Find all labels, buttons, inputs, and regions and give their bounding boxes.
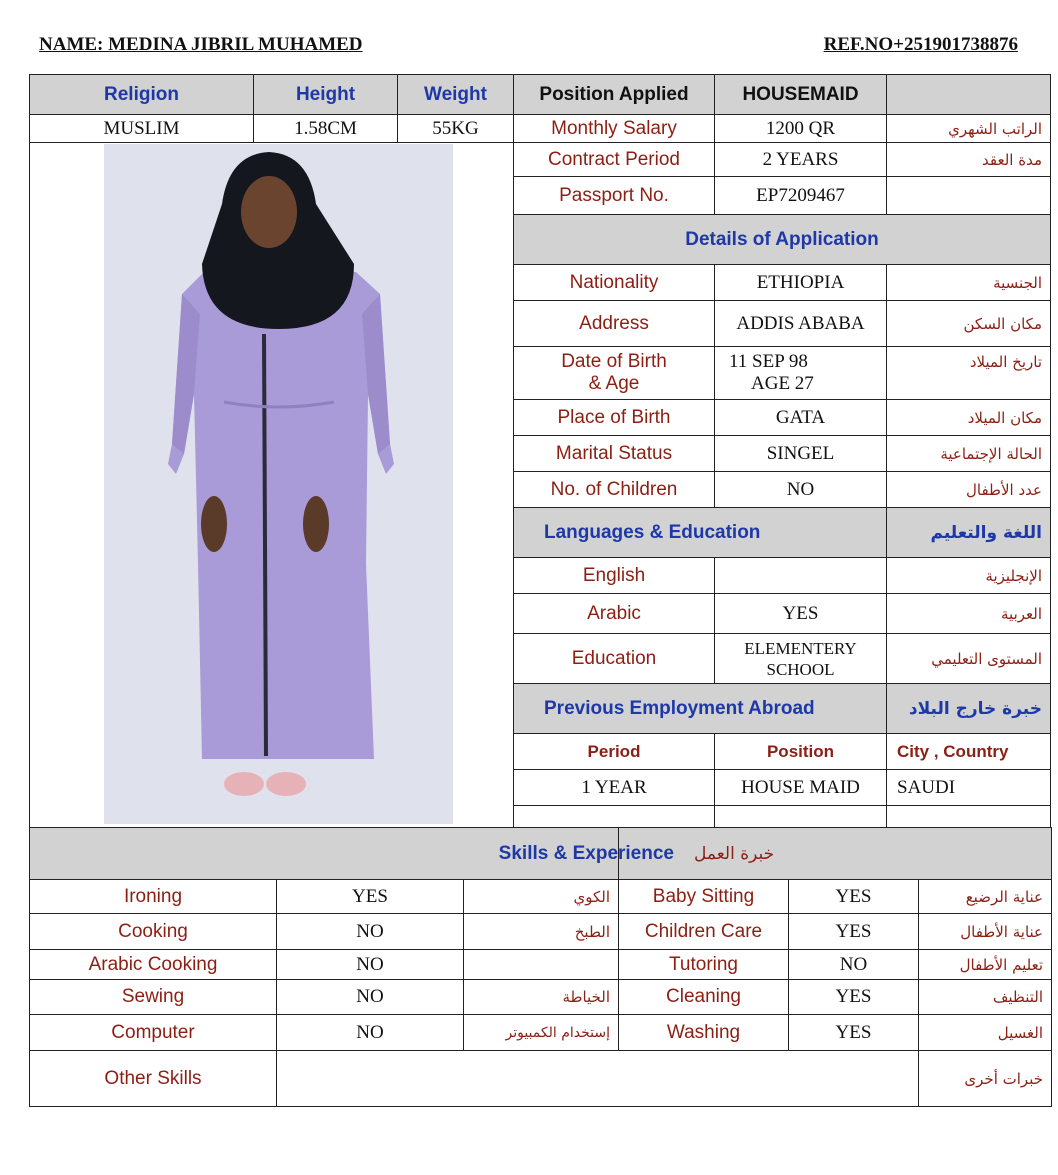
employment-title-arabic: خبرة خارج البلاد: [887, 684, 1051, 734]
children-label: No. of Children: [514, 472, 715, 508]
weight-label: Weight: [398, 75, 514, 115]
city-country-header: City , Country: [887, 734, 1051, 770]
other-skills-label: Other Skills: [30, 1051, 277, 1107]
contract-label: Contract Period: [514, 143, 715, 177]
position-header: Position: [715, 734, 887, 770]
skill-washing-arabic: الغسيل: [919, 1015, 1052, 1051]
arabic-arabic: العربية: [887, 594, 1051, 634]
children-arabic: عدد الأطفال: [887, 472, 1051, 508]
employment-empty-3: [887, 806, 1051, 830]
photo-figure: [104, 144, 453, 824]
skill-sewing-value: NO: [277, 980, 464, 1015]
education-value-line2: SCHOOL: [766, 659, 835, 679]
address-arabic: مكان السكن: [887, 301, 1051, 347]
position-applied-label: Position Applied: [514, 75, 715, 115]
marital-status-arabic: الحالة الإجتماعية: [887, 436, 1051, 472]
skill-sewing-label: Sewing: [30, 980, 277, 1015]
dob-label-line2: & Age: [588, 373, 640, 394]
salary-label: Monthly Salary: [514, 115, 715, 143]
skill-babysitting-label: Baby Sitting: [619, 880, 789, 914]
nationality-arabic: الجنسية: [887, 265, 1051, 301]
nationality-value: ETHIOPIA: [715, 265, 887, 301]
details-title: Details of Application: [514, 215, 1051, 265]
employment-position: HOUSE MAID: [715, 770, 887, 806]
education-value: [715, 634, 887, 684]
marital-status-value: SINGEL: [715, 436, 887, 472]
skills-title-text: Skills & Experience: [498, 842, 674, 864]
arabic-label: Arabic: [514, 594, 715, 634]
salary-arabic: الراتب الشهري: [887, 115, 1051, 143]
children-value: NO: [715, 472, 887, 508]
hand-right: [303, 496, 329, 552]
skill-ironing-arabic: الكوي: [464, 880, 619, 914]
skill-washing-label: Washing: [619, 1015, 789, 1051]
skills-title: [30, 828, 674, 880]
skills-title-arabic-cell: [619, 828, 1052, 880]
dress-zipper: [264, 334, 266, 756]
nationality-label: Nationality: [514, 265, 715, 301]
passport-empty-cell: [887, 177, 1051, 215]
employment-country: SAUDI: [887, 770, 1051, 806]
education-value-line1: ELEMENTERY: [744, 638, 857, 658]
weight-value: 55KG: [398, 115, 514, 143]
marital-status-label: Marital Status: [514, 436, 715, 472]
arabic-value: YES: [715, 594, 887, 634]
skill-cooking-label: Cooking: [30, 914, 277, 950]
skill-childcare-value: YES: [789, 914, 919, 950]
position-empty-cell: [887, 75, 1051, 115]
skills-table: [29, 827, 1052, 1107]
skill-computer-arabic: إستخدام الكمبيوتر: [464, 1015, 619, 1051]
skills-title-arabic: خبرة العمل: [694, 843, 775, 864]
skill-babysitting-arabic: عناية الرضيع: [919, 880, 1052, 914]
position-applied-value: HOUSEMAID: [715, 75, 887, 115]
languages-title: Languages & Education: [514, 508, 887, 558]
dob-date: 11 SEP 98: [729, 351, 808, 372]
skill-sewing-arabic: الخياطة: [464, 980, 619, 1015]
skill-washing-value: YES: [789, 1015, 919, 1051]
dob-value: [715, 347, 887, 400]
skill-cleaning-arabic: التنظيف: [919, 980, 1052, 1015]
skill-cooking-arabic: الطبخ: [464, 914, 619, 950]
skill-computer-value: NO: [277, 1015, 464, 1051]
skill-cooking-value: NO: [277, 914, 464, 950]
employment-empty-2: [715, 806, 887, 830]
dob-label: [514, 347, 715, 400]
skill-ironing-label: Ironing: [30, 880, 277, 914]
employment-title: Previous Employment Abroad: [514, 684, 887, 734]
place-of-birth-label: Place of Birth: [514, 400, 715, 436]
period-header: Period: [514, 734, 715, 770]
dob-arabic: تاريخ الميلاد: [887, 347, 1051, 400]
religion-value: MUSLIM: [30, 115, 254, 143]
education-label: Education: [514, 634, 715, 684]
skill-arabic-cooking-arabic: [464, 950, 619, 980]
applicant-photo: [104, 144, 453, 824]
contract-value: 2 YEARS: [715, 143, 887, 177]
skill-ironing-value: YES: [277, 880, 464, 914]
passport-label: Passport No.: [514, 177, 715, 215]
english-arabic: الإنجليزية: [887, 558, 1051, 594]
height-label: Height: [254, 75, 398, 115]
employment-empty-1: [514, 806, 715, 830]
skill-childcare-label: Children Care: [619, 914, 789, 950]
sandal-right: [266, 772, 306, 796]
skill-childcare-arabic: عناية الأطفال: [919, 914, 1052, 950]
place-of-birth-arabic: مكان الميلاد: [887, 400, 1051, 436]
salary-value: 1200 QR: [715, 115, 887, 143]
place-of-birth-value: GATA: [715, 400, 887, 436]
dob-label-line1: Date of Birth: [561, 351, 667, 372]
english-value: [715, 558, 887, 594]
languages-title-arabic: اللغة والتعليم: [887, 508, 1051, 558]
english-label: English: [514, 558, 715, 594]
sandal-left: [224, 772, 264, 796]
reference-number: REF.NO+251901738876: [823, 34, 1018, 55]
contract-arabic: مدة العقد: [887, 143, 1051, 177]
other-skills-value: [277, 1051, 919, 1107]
hand-left: [201, 496, 227, 552]
passport-value: EP7209467: [715, 177, 887, 215]
skill-tutoring-label: Tutoring: [619, 950, 789, 980]
height-value: 1.58CM: [254, 115, 398, 143]
skill-babysitting-value: YES: [789, 880, 919, 914]
education-arabic: المستوى التعليمي: [887, 634, 1051, 684]
religion-label: Religion: [30, 75, 254, 115]
dob-age: AGE 27: [751, 373, 814, 394]
address-label: Address: [514, 301, 715, 347]
employment-period: 1 YEAR: [514, 770, 715, 806]
other-skills-arabic: خبرات أخرى: [919, 1051, 1052, 1107]
skill-tutoring-arabic: تعليم الأطفال: [919, 950, 1052, 980]
address-value: ADDIS ABABA: [715, 301, 887, 347]
skill-cleaning-value: YES: [789, 980, 919, 1015]
face: [241, 176, 297, 248]
skill-arabic-cooking-label: Arabic Cooking: [30, 950, 277, 980]
skill-computer-label: Computer: [30, 1015, 277, 1051]
skill-arabic-cooking-value: NO: [277, 950, 464, 980]
applicant-name: NAME: MEDINA JIBRIL MUHAMED: [39, 34, 363, 55]
skill-cleaning-label: Cleaning: [619, 980, 789, 1015]
skill-tutoring-value: NO: [789, 950, 919, 980]
